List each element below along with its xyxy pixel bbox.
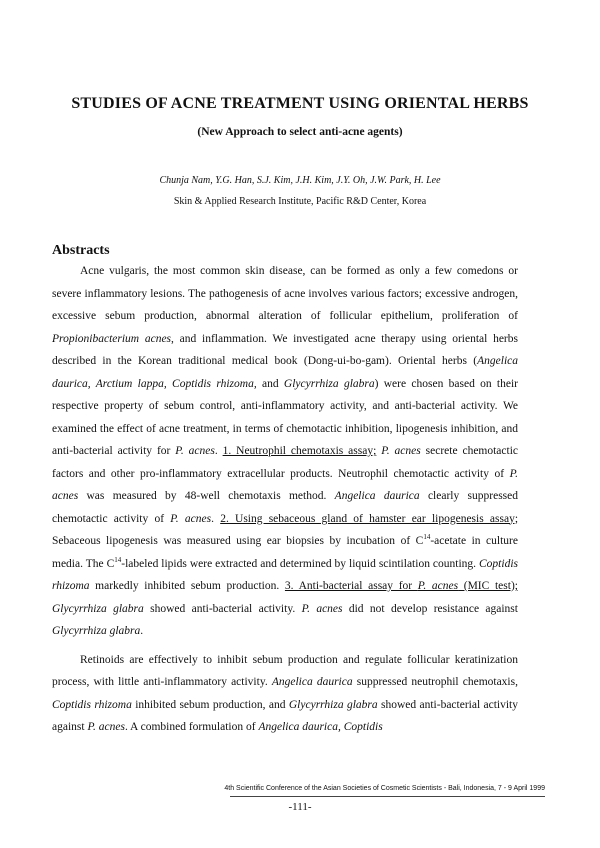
conference-footer: 4th Scientific Conference of the Asian Societies of Cosmetic Scientists - Bali, Indonesia, 7 - 9 April 1999 <box>224 785 545 792</box>
text-run: Retinoids are effectively to inhibit sebum production and regulate follicular keratinization process, with little anti-inflammatory activity. <box>52 653 518 688</box>
text-run: -labeled lipids were extracted and determined by liquid scintilation counting. <box>121 557 480 570</box>
text-run: , and inflammation. We investigated acne therapy using oriental herbs described in the Korean traditional medical book (Dong-ui-bo-gam). Oriental herbs ( <box>52 332 518 367</box>
species-name: P. acnes <box>52 467 518 502</box>
text-run: showed anti-bacterial activity. <box>143 602 302 615</box>
affiliation: Skin & Applied Research Institute, Pacific R&D Center, Korea <box>173 196 427 207</box>
text-run: . <box>211 512 221 525</box>
species-name: Glycyrrhiza glabra <box>283 377 375 390</box>
species-name: P. acnes <box>175 445 215 457</box>
paper-title: STUDIES OF ACNE TREATMENT USING ORIENTAL HERBS <box>71 95 529 112</box>
text-run: (MIC test); <box>458 580 518 592</box>
superscript: 14 <box>423 533 431 542</box>
text-run: showed anti-bacterial activity against <box>52 698 519 733</box>
footer-divider <box>230 796 545 797</box>
text-run: was measured by 48-well chemotaxis method. <box>78 490 335 502</box>
text-run: 3. Anti-bacterial assay for <box>284 580 418 592</box>
text-run: Acne vulgaris, the most common skin disease, can be formed as only a few comedons or severe inflammatory lesions. The pathogenesis of acne involves various factors; excessive androgen, excessive sebum production, abnormal alteration of follicular epithelium, proliferation of <box>52 265 518 322</box>
text-run: . <box>140 625 144 637</box>
assay-heading-2: 2. Using sebaceous gland of hamster ear lipogenesis assay; <box>220 512 519 525</box>
author-list: Chunja Nam, Y.G. Han, S.J. Kim, J.H. Kim, J.Y. Oh, J.W. Park, H. Lee <box>159 175 441 186</box>
text-run: and <box>256 377 284 390</box>
species-name: Glycyrrhiza glabra <box>52 602 144 615</box>
text-run: Sebaceous lipogenesis was measured using ear biopsies by incubation of C <box>52 535 424 547</box>
text-run: did not develop resistance against <box>342 602 518 615</box>
species-name: P. acnes <box>87 721 125 733</box>
species-name: P. acnes <box>417 580 459 592</box>
text-run: inhibited sebum production, and <box>131 698 289 711</box>
species-name: Angelica daurica <box>271 676 353 688</box>
species-name: P. acnes <box>301 602 343 615</box>
species-name: Glycyrrhiza glabra <box>288 698 378 711</box>
section-heading: Abstracts <box>52 243 110 258</box>
assay-heading-1: 1. Neutrophil chemotaxis assay; <box>222 445 377 457</box>
text-run: clearly suppressed chemotactic activity of <box>52 490 519 525</box>
text-run: -acetate in culture media. The C <box>52 535 518 570</box>
paper-subtitle: (New Approach to select anti-acne agents) <box>197 126 403 138</box>
text-run: markedly inhibited sebum production. <box>89 580 285 592</box>
abstract-body <box>52 260 518 739</box>
text-run: suppressed neutrophil chemotaxis, <box>352 676 518 688</box>
text-run: . A combined formulation of <box>124 721 259 733</box>
page-number: -111- <box>288 801 312 813</box>
text-run: ) were chosen based on their respective property of sebum control, anti-inflammatory activity, and anti-bacterial activity. We examined the effect of acne treatment, in terms of chemotactic inhibition, lipogenesis inhibition, and anti-bacterial activity for <box>52 377 518 457</box>
text-run: . <box>214 445 223 457</box>
species-name: P. acnes <box>381 445 421 457</box>
species-name: Angelica daurica <box>334 490 420 502</box>
species-name: Angelica daurica, Arctium lappa, Coptidis rhizoma, <box>52 355 518 390</box>
abstract-paragraph-2 <box>52 649 518 739</box>
abstract-paragraph-1 <box>52 260 518 643</box>
species-name: Coptidis rhizoma <box>52 557 518 592</box>
superscript: 14 <box>114 555 122 564</box>
assay-heading-3 <box>285 580 518 592</box>
species-name: Propionibacterium acnes <box>52 332 172 345</box>
species-name: Coptidis rhizoma <box>52 698 132 711</box>
species-name: P. acnes <box>170 512 212 525</box>
text-run: secrete chemotactic factors and other pro-inflammatory extracellular products. Neutrophil chemotactic activity of <box>52 445 519 480</box>
species-name: Glycyrrhiza glabra <box>52 625 141 637</box>
species-name: Angelica daurica, Coptidis <box>258 721 383 733</box>
